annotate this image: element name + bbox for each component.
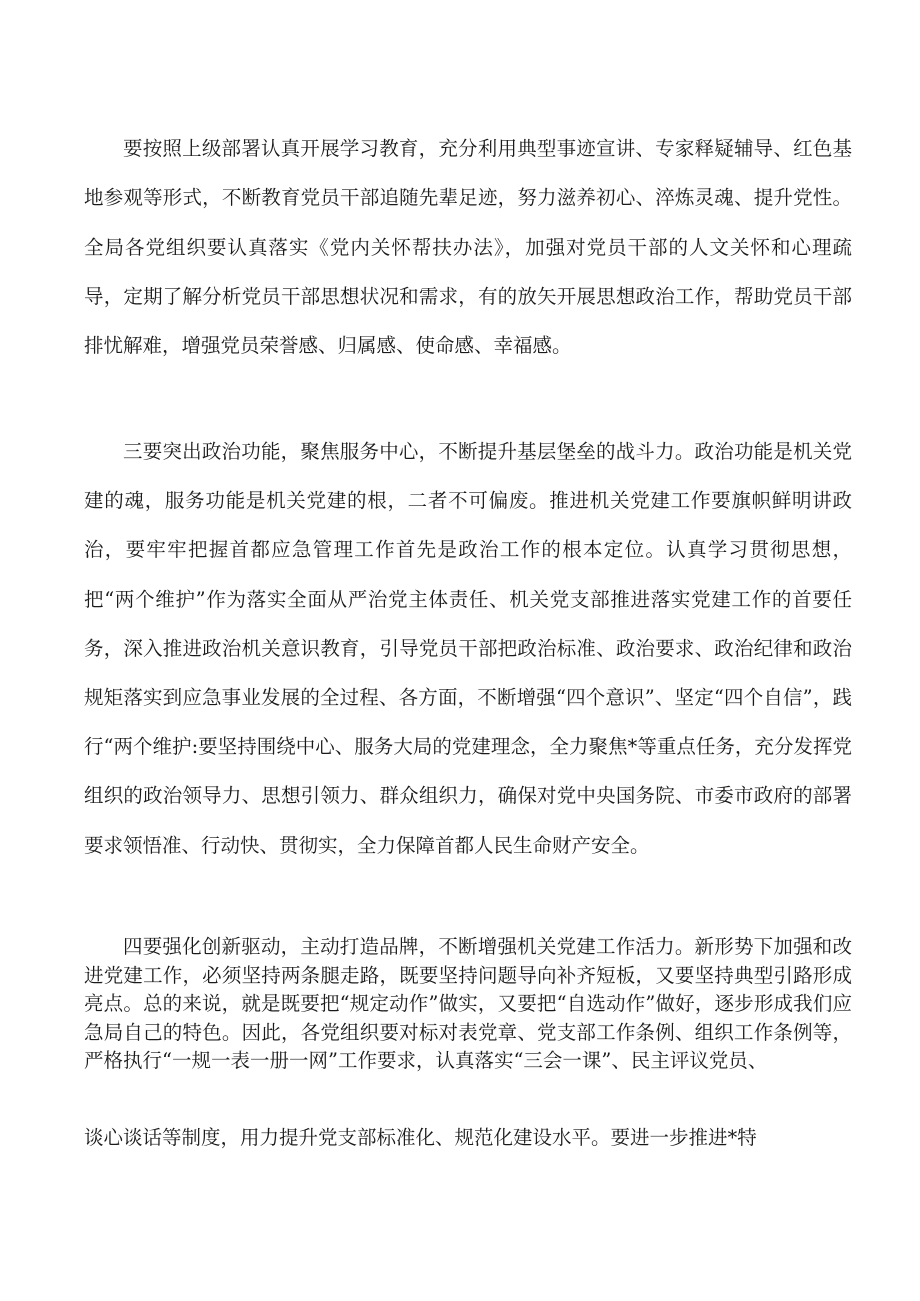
body-paragraph-4: 谈心谈话等制度，用力提升党支部标准化、规范化建设水平。要进一步推进*特 xyxy=(84,1126,757,1149)
body-paragraph-1: 要按照上级部署认真开展学习教育，充分利用典型事迹宣讲、专家释疑辅导、红色基地参观等形式，不断教育党员干部追随先辈足迹，努力滋养初心、淬炼灵魂、提升党性。全局各党组织要认真落实《党内关怀帮扶办法》，加强对党员干部的人文关怀和心理疏导，定期了解分析党员干部思想状况和需求，有的放矢开展思想政治工作，帮助党员干部排忧解难，增强党员荣誉感、归属感、使命感、幸福感。 xyxy=(84,137,852,358)
body-paragraph-2: 三要突出政治功能，聚焦服务中心，不断提升基层堡垒的战斗力。政治功能是机关党建的魂，服务功能是机关党建的根，二者不可偏废。推进机关党建工作要旗帜鲜明讲政治，要牢牢把握首都应急管理工作首先是政治工作的根本定位。认真学习贯彻思想，把“两个维护”作为落实全面从严治党主体责任、机关党支部推进落实党建工作的首要任务，深入推进政治机关意识教育，引导党员干部把政治标准、政治要求、政治纪律和政治规矩落实到应急事业发展的全过程、各方面，不断增强“四个意识”、坚定“四个自信”，践行“两个维护:要坚持围绕中心、服务大局的党建理念，全力聚焦*等重点任务，充分发挥党组织的政治领导力、思想引领力、群众组织力，确保对党中央国务院、市委市政府的部署要求领悟准、行动快、贯彻实，全力保障首都人民生命财产安全。 xyxy=(84,440,852,857)
body-paragraph-3: 四要强化创新驱动，主动打造品牌，不断增强机关党建工作活力。新形势下加强和改进党建工作，必须坚持两条腿走路，既要坚持问题导向补齐短板，又要坚持典型引路形成亮点。总的来说，就是既要把“规定动作”做实，又要把“自选动作”做好，逐步形成我们应急局自己的特色。因此，各党组织要对标对表党章、党支部工作条例、组织工作条例等，严格执行“一规一表一册一网”工作要求，认真落实“三会一课”、民主评议党员、 xyxy=(84,935,852,1073)
